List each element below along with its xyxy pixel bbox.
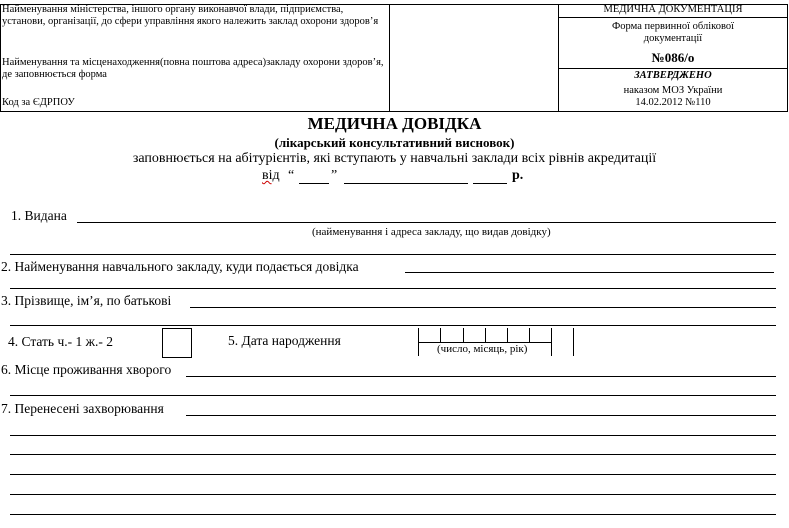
birth-label: 5. Дата народження (228, 333, 341, 348)
birth-cell-border-6 (529, 328, 530, 342)
birth-hint: (число, місяць, рік) (437, 343, 528, 355)
issued-label: 1. Видана (11, 208, 67, 223)
birth-cell-border-5 (507, 328, 508, 342)
doc-subtitle: (лікарський консультативний висновок) (274, 135, 515, 150)
school-field-line-2[interactable] (10, 288, 776, 289)
edrpou-label: Код за ЄДРПОУ (2, 97, 75, 108)
med-doc-label: МЕДИЧНА ДОКУМЕНТАЦІЯ (603, 4, 743, 15)
doc-description: заповнюється на абітурієнтів, які вступають у навчальні заклади всіх рівнів акредитації (132, 151, 657, 166)
doc-title: МЕДИЧНА ДОВІДКА (307, 114, 482, 133)
diseases-field[interactable] (186, 415, 776, 416)
residence-label: 6. Місце проживання хворого (1, 362, 172, 377)
header-divider-1 (389, 4, 390, 112)
issued-field[interactable] (77, 222, 776, 223)
birth-cell-border-3 (463, 328, 464, 342)
birth-cell-border-4 (485, 328, 486, 342)
issued-hint: (найменування і адреса закладу, що видав довідку) (312, 226, 551, 238)
name-field-line-2[interactable] (10, 325, 776, 326)
diseases-line-2[interactable] (10, 435, 776, 436)
date-month-field[interactable] (344, 183, 468, 184)
order-date: 14.02.2012 №110 (635, 97, 711, 108)
diseases-line-5[interactable] (10, 494, 776, 495)
approved-label: ЗАТВЕРДЖЕНО (634, 70, 712, 81)
school-label: 2. Найменування навчального закладу, куди подається довідка (1, 259, 359, 274)
residence-field[interactable] (186, 376, 776, 377)
date-row (262, 168, 562, 188)
date-open-quote: “ (288, 168, 295, 183)
birth-cell-border-7 (551, 328, 552, 356)
sex-box[interactable] (162, 328, 192, 358)
birth-cell-border-2 (440, 328, 441, 342)
date-prefix: від (262, 168, 280, 183)
name-label: 3. Прізвище, ім’я, по батькові (1, 293, 172, 308)
header-hline-2 (558, 68, 788, 69)
diseases-line-6[interactable] (10, 514, 776, 515)
order-label: наказом МОЗ України (623, 85, 723, 96)
sex-label: 4. Стать ч.- 1 ж.- 2 (8, 334, 113, 349)
residence-field-line-2[interactable] (10, 395, 776, 396)
name-field[interactable] (190, 307, 776, 308)
diseases-line-4[interactable] (10, 474, 776, 475)
date-suffix: р. (512, 168, 524, 183)
org-address-label: Найменування та місценаходження(повна поштова адреса)закладу охорони здоров’я, де заповнюється форма (2, 57, 384, 80)
date-close-quote: ” (331, 168, 338, 183)
school-field[interactable] (405, 272, 774, 273)
date-day-field[interactable] (299, 183, 329, 184)
issued-field-line-2[interactable] (10, 254, 776, 255)
diseases-label: 7. Перенесені захворювання (1, 401, 164, 416)
date-year-field[interactable] (473, 183, 507, 184)
form-primary-label: Форма первинної облікової документації (612, 21, 734, 44)
diseases-line-3[interactable] (10, 454, 776, 455)
birth-cell-border-8 (573, 328, 574, 356)
header-hline-1 (558, 17, 788, 18)
org-name-label: Найменування міністерства, іншого органу виконавчої влади, підприємства, установи, організації, до сфери управління якого належить заклад охорони здоров’я (2, 4, 379, 27)
form-number: №086/о (651, 50, 695, 65)
